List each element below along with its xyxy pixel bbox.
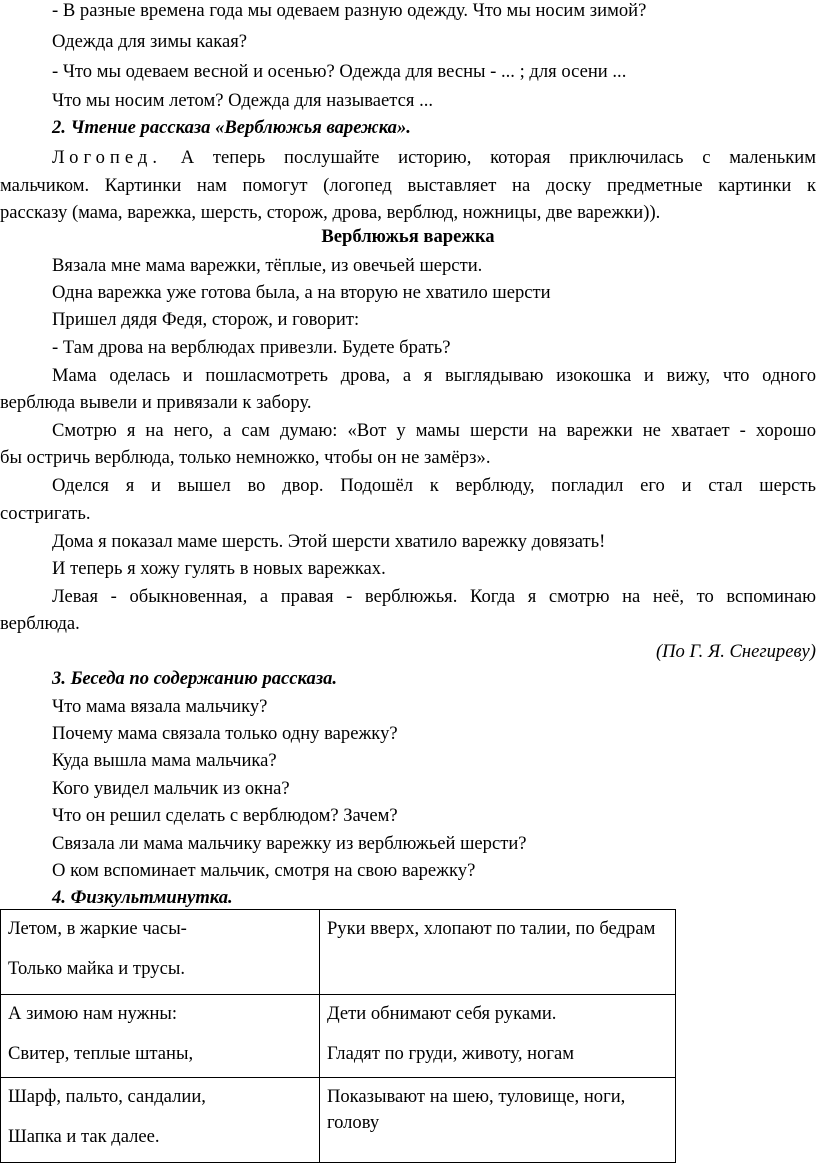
story-line: верблюда. (0, 613, 80, 634)
verse-line: Шарф, пальто, сандалии, (8, 1086, 206, 1107)
paragraph-line: мальчиком. Картинки нам помогут (логопед выставляет на доску предметные картинки к (0, 175, 816, 196)
story-title: Верблюжья варежка (321, 226, 495, 247)
verse-line: Свитер, теплые штаны, (8, 1043, 194, 1064)
verse-line: Летом, в жаркие часы- (8, 918, 187, 939)
story-line: Дома я показал маме шерсть. Этой шерсти хватило варежку довязать! (52, 531, 606, 552)
question-line: О ком вспоминает мальчик, смотря на свою варежку? (52, 860, 476, 881)
story-line: Пришел дядя Федя, сторож, и говорит: (52, 309, 360, 330)
table-cell-action (319, 1078, 675, 1163)
paragraph-line: рассказу (мама, варежка, шерсть, сторож, дрова, верблюд, ножницы, две варежки)). (0, 202, 661, 223)
intro-line: - Что мы одеваем весной и осенью? Одежда для весны - ... ; для осени ... (52, 61, 627, 82)
table-cell-verse (1, 1078, 320, 1163)
question-line: Что мама вязала мальчику? (52, 696, 268, 717)
section-heading: 2. Чтение рассказа «Верблюжья варежка». (52, 117, 411, 138)
table-row (1, 1078, 676, 1163)
intro-line: - В разные времена года мы одеваем разную одежду. Что мы носим зимой? (52, 0, 647, 21)
story-line: верблюда вывели и привязали к забору. (0, 392, 312, 413)
table-cell-verse (1, 910, 320, 995)
question-line: Кого увидел мальчик из окна? (52, 778, 290, 799)
paragraph-text: А теперь послушайте историю, которая приключилась с маленьким (180, 147, 816, 168)
intro-line: Что мы носим летом? Одежда для называется ... (52, 90, 434, 111)
action-text: Дети обнимают себя руками. (326, 1003, 557, 1024)
exercise-table (0, 909, 676, 1163)
story-line: Мама оделась и пошласмотреть дрова, а я выглядываю изокошка и вижу, что одного (52, 365, 816, 386)
story-line: Одна варежка уже готова была, а на вторую не хватило шерсти (52, 282, 551, 303)
story-attribution: (По Г. Я. Снегиреву) (655, 641, 816, 662)
intro-line: Одежда для зимы какая? (52, 31, 248, 52)
story-line: Оделся я и вышел во двор. Подошёл к верблюду, погладил его и стал шерсть (52, 475, 816, 496)
table-cell-verse (1, 995, 320, 1078)
table-row (1, 995, 676, 1078)
story-line: бы остричь верблюда, только немножко, чтобы он не замёрз». (0, 447, 491, 468)
story-line: И теперь я хожу гулять в новых варежках. (52, 558, 386, 579)
table-row (1, 910, 676, 995)
verse-line: Только майка и трусы. (8, 958, 185, 979)
section-heading: 3. Беседа по содержанию рассказа. (52, 668, 338, 689)
question-line: Куда вышла мама мальчика? (52, 750, 277, 771)
verse-line: А зимою нам нужны: (8, 1003, 178, 1024)
question-line: Связала ли мама мальчику варежку из верблюжьей шерсти? (52, 833, 527, 854)
story-line: Смотрю я на него, а сам думаю: «Вот у мамы шерсти на варежки не хватает - хорошо (52, 420, 816, 441)
paragraph-line (52, 143, 816, 172)
question-line: Что он решил сделать с верблюдом? Зачем? (52, 805, 398, 826)
story-line: Левая - обыкновенная, а правая - верблюжья. Когда я смотрю на неё, то вспоминаю (52, 586, 816, 607)
action-text: Руки вверх, хлопают по талии, по бедрам (326, 918, 656, 939)
story-line: состригать. (0, 503, 91, 524)
action-text: Показывают на шею, туловище, ноги, голову (326, 1086, 626, 1133)
story-line: - Там дрова на верблюдах привезли. Будете брать? (52, 337, 451, 358)
story-line: Вязала мне мама варежки, тёплые, из овечьей шерсти. (52, 255, 483, 276)
verse-line: Шапка и так далее. (8, 1126, 160, 1147)
table-cell-action (319, 995, 675, 1078)
question-line: Почему мама связала только одну варежку? (52, 723, 398, 744)
section-heading: 4. Физкультминутка. (52, 887, 233, 908)
speaker-label: Логопед. (52, 147, 162, 168)
action-text: Гладят по груди, животу, ногам (326, 1043, 575, 1064)
table-cell-action (319, 910, 675, 995)
